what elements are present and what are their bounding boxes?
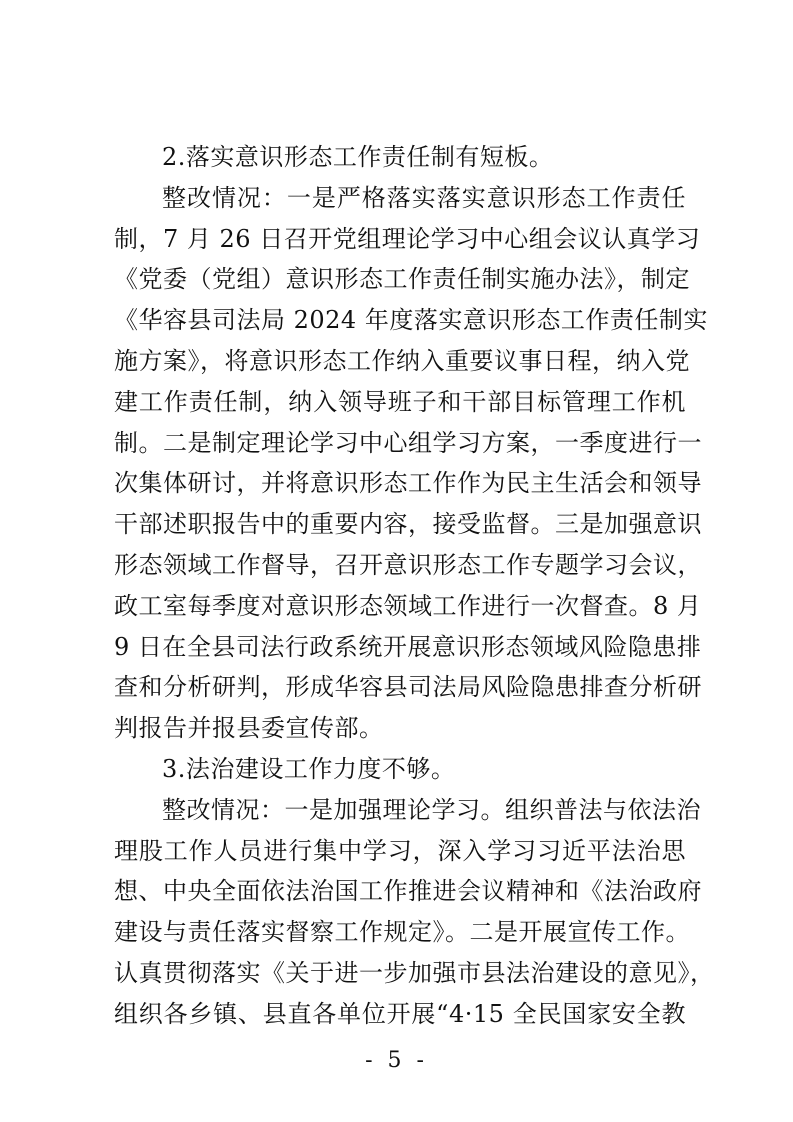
text-line: 2.落实意识形态工作责任制有短板。: [162, 143, 554, 171]
text-line: 整改情况：一是加强理论学习。组织普法与依法治: [162, 795, 701, 824]
text-line: 制，7 月 26 日召开党组理论学习中心组会议认真学习: [114, 224, 701, 253]
page-number: - 5 -: [365, 1048, 428, 1073]
text-line: 想、中央全面依法治国工作推进会议精神和《法治政府: [114, 877, 702, 906]
text-line: 建设与责任落实督察工作规定》。二是开展宣传工作。: [114, 918, 690, 947]
text-line: 《党委（党组）意识形态工作责任制实施办法》，制定: [114, 265, 690, 294]
text-line: 施方案》，将意识形态工作纳入重要议事日程，纳入党: [114, 346, 690, 375]
text-line: 《华容县司法局 2024 年度落实意识形态工作责任制实: [114, 306, 708, 335]
text-line: 判报告并报县委宣传部。: [114, 714, 384, 743]
text-line: 制。二是制定理论学习中心组学习方案，一季度进行一: [114, 428, 702, 457]
text-line: 9 日在全县司法行政系统开展意识形态领域风险隐患排: [114, 632, 702, 661]
text-line: 理股工作人员进行集中学习，深入学习习近平法治思: [114, 836, 686, 865]
text-line: 次集体研讨，并将意识形态工作作为民主生活会和领导: [114, 469, 702, 498]
text-line: 形态领域工作督导，召开意识形态工作专题学习会议，: [114, 550, 702, 579]
text-line: 建工作责任制，纳入领导班子和干部目标管理工作机: [114, 387, 686, 416]
text-line: 政工室每季度对意识形态领域工作进行一次督查。8 月: [114, 591, 702, 620]
text-line: 认真贯彻落实《关于进一步加强市县法治建设的意见》，: [114, 958, 715, 987]
text-line: 查和分析研判，形成华容县司法局风险隐患排查分析研: [114, 673, 702, 702]
text-line: 干部述职报告中的重要内容，接受监督。三是加强意识: [114, 510, 702, 539]
text-line: 组织各乡镇、县直各单位开展“4·15 全民国家安全教: [114, 999, 686, 1028]
document-body: [114, 137, 715, 1035]
text-line: 整改情况：一是严格落实落实意识形态工作责任: [162, 183, 686, 212]
text-line: 3.法治建设工作力度不够。: [162, 754, 456, 783]
